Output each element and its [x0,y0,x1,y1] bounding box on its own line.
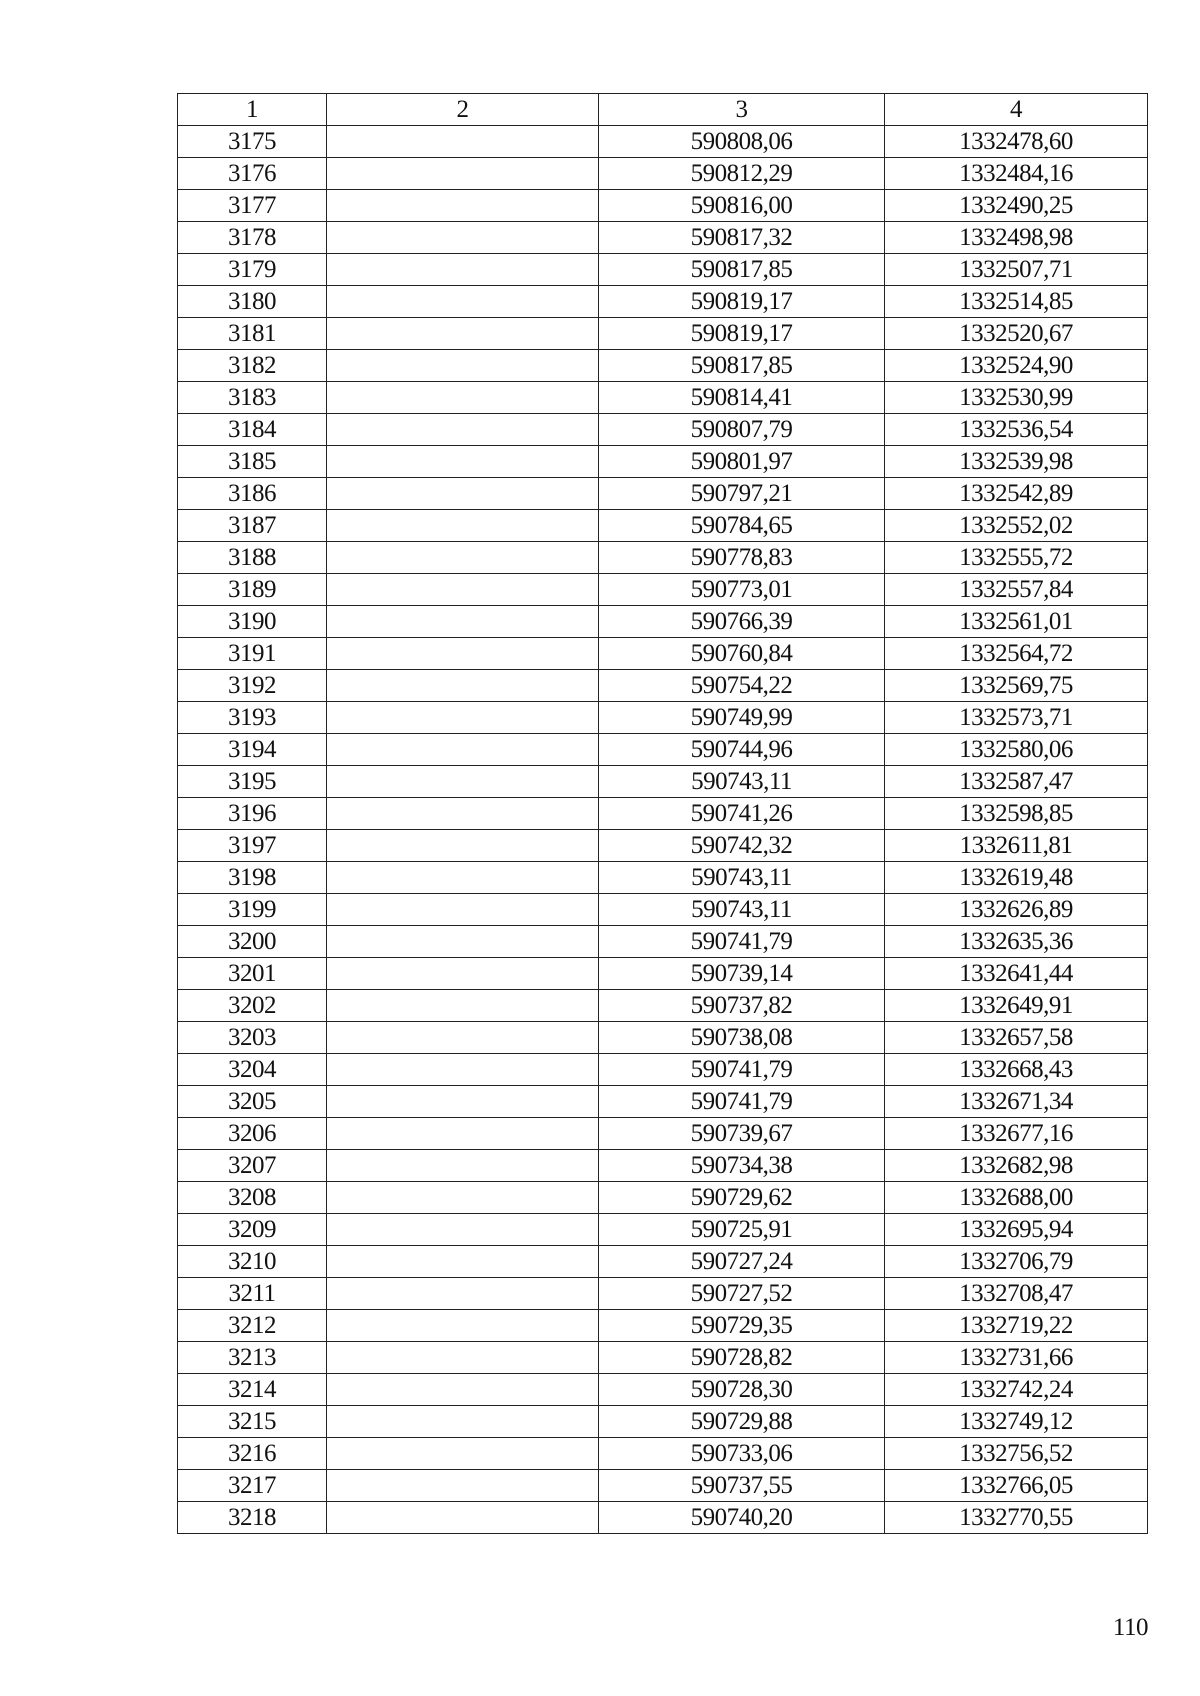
description-cell [327,1214,599,1246]
description-cell [327,1022,599,1054]
description-cell [327,446,599,478]
y-coordinate-cell: 1332598,85 [885,798,1148,830]
x-coordinate-cell: 590744,96 [599,734,885,766]
y-coordinate-cell: 1332611,81 [885,830,1148,862]
description-cell [327,862,599,894]
point-number-cell: 3203 [178,1022,327,1054]
y-coordinate-cell: 1332514,85 [885,286,1148,318]
point-number-cell: 3214 [178,1374,327,1406]
x-coordinate-cell: 590739,14 [599,958,885,990]
description-cell [327,734,599,766]
description-cell [327,254,599,286]
y-coordinate-cell: 1332520,67 [885,318,1148,350]
point-number-cell: 3175 [178,126,327,158]
table-row [178,382,1148,414]
table-row [178,606,1148,638]
description-cell [327,1438,599,1470]
description-cell [327,350,599,382]
x-coordinate-cell: 590797,21 [599,478,885,510]
point-number-cell: 3198 [178,862,327,894]
y-coordinate-cell: 1332484,16 [885,158,1148,190]
y-coordinate-cell: 1332770,55 [885,1502,1148,1534]
y-coordinate-cell: 1332682,98 [885,1150,1148,1182]
point-number-cell: 3182 [178,350,327,382]
table-row [178,798,1148,830]
y-coordinate-cell: 1332524,90 [885,350,1148,382]
x-coordinate-cell: 590817,85 [599,254,885,286]
description-cell [327,1182,599,1214]
x-coordinate-cell: 590819,17 [599,318,885,350]
y-coordinate-cell: 1332555,72 [885,542,1148,574]
table-row [178,926,1148,958]
x-coordinate-cell: 590734,38 [599,1150,885,1182]
x-coordinate-cell: 590801,97 [599,446,885,478]
y-coordinate-cell: 1332668,43 [885,1054,1148,1086]
page-number: 110 [1112,1614,1148,1641]
table-row [178,1342,1148,1374]
description-cell [327,510,599,542]
y-coordinate-cell: 1332530,99 [885,382,1148,414]
point-number-cell: 3211 [178,1278,327,1310]
table-row [178,1054,1148,1086]
x-coordinate-cell: 590729,88 [599,1406,885,1438]
table-row [178,1086,1148,1118]
y-coordinate-cell: 1332706,79 [885,1246,1148,1278]
table-row [178,542,1148,574]
table-row [178,702,1148,734]
description-cell [327,638,599,670]
table-row [178,734,1148,766]
x-coordinate-cell: 590816,00 [599,190,885,222]
table-row [178,126,1148,158]
y-coordinate-cell: 1332507,71 [885,254,1148,286]
x-coordinate-cell: 590741,26 [599,798,885,830]
y-coordinate-cell: 1332749,12 [885,1406,1148,1438]
y-coordinate-cell: 1332580,06 [885,734,1148,766]
table-body [178,126,1148,1534]
point-number-cell: 3217 [178,1470,327,1502]
x-coordinate-cell: 590812,29 [599,158,885,190]
table-row [178,1246,1148,1278]
y-coordinate-cell: 1332478,60 [885,126,1148,158]
x-coordinate-cell: 590749,99 [599,702,885,734]
description-cell [327,958,599,990]
x-coordinate-cell: 590727,24 [599,1246,885,1278]
point-number-cell: 3196 [178,798,327,830]
point-number-cell: 3184 [178,414,327,446]
point-number-cell: 3177 [178,190,327,222]
column-header-4: 4 [885,94,1148,126]
description-cell [327,1118,599,1150]
point-number-cell: 3193 [178,702,327,734]
point-number-cell: 3189 [178,574,327,606]
x-coordinate-cell: 590819,17 [599,286,885,318]
table-row [178,638,1148,670]
table-row [178,1150,1148,1182]
description-cell [327,542,599,574]
y-coordinate-cell: 1332635,36 [885,926,1148,958]
point-number-cell: 3218 [178,1502,327,1534]
table-header-row [178,94,1148,126]
y-coordinate-cell: 1332587,47 [885,766,1148,798]
point-number-cell: 3205 [178,1086,327,1118]
description-cell [327,926,599,958]
table-row [178,766,1148,798]
x-coordinate-cell: 590737,55 [599,1470,885,1502]
y-coordinate-cell: 1332677,16 [885,1118,1148,1150]
x-coordinate-cell: 590817,85 [599,350,885,382]
point-number-cell: 3195 [178,766,327,798]
point-number-cell: 3212 [178,1310,327,1342]
x-coordinate-cell: 590808,06 [599,126,885,158]
table-row [178,286,1148,318]
y-coordinate-cell: 1332708,47 [885,1278,1148,1310]
y-coordinate-cell: 1332561,01 [885,606,1148,638]
y-coordinate-cell: 1332557,84 [885,574,1148,606]
x-coordinate-cell: 590742,32 [599,830,885,862]
x-coordinate-cell: 590743,11 [599,894,885,926]
point-number-cell: 3215 [178,1406,327,1438]
point-number-cell: 3213 [178,1342,327,1374]
description-cell [327,222,599,254]
point-number-cell: 3181 [178,318,327,350]
point-number-cell: 3208 [178,1182,327,1214]
point-number-cell: 3192 [178,670,327,702]
table-row [178,510,1148,542]
y-coordinate-cell: 1332539,98 [885,446,1148,478]
table-row [178,1310,1148,1342]
point-number-cell: 3200 [178,926,327,958]
description-cell [327,318,599,350]
point-number-cell: 3204 [178,1054,327,1086]
table-row [178,1118,1148,1150]
table-row [178,1278,1148,1310]
point-number-cell: 3202 [178,990,327,1022]
description-cell [327,478,599,510]
description-cell [327,382,599,414]
x-coordinate-cell: 590741,79 [599,926,885,958]
description-cell [327,702,599,734]
table-row [178,670,1148,702]
y-coordinate-cell: 1332498,98 [885,222,1148,254]
table-row [178,446,1148,478]
table-row [178,1406,1148,1438]
description-cell [327,894,599,926]
point-number-cell: 3176 [178,158,327,190]
x-coordinate-cell: 590778,83 [599,542,885,574]
table-row [178,1374,1148,1406]
table-row [178,1438,1148,1470]
y-coordinate-cell: 1332536,54 [885,414,1148,446]
description-cell [327,158,599,190]
point-number-cell: 3190 [178,606,327,638]
description-cell [327,1310,599,1342]
description-cell [327,414,599,446]
description-cell [327,830,599,862]
table-row [178,254,1148,286]
point-number-cell: 3180 [178,286,327,318]
table-row [178,862,1148,894]
point-number-cell: 3183 [178,382,327,414]
x-coordinate-cell: 590725,91 [599,1214,885,1246]
table-row [178,478,1148,510]
table-header [178,94,1148,126]
point-number-cell: 3186 [178,478,327,510]
y-coordinate-cell: 1332569,75 [885,670,1148,702]
description-cell [327,1374,599,1406]
y-coordinate-cell: 1332641,44 [885,958,1148,990]
x-coordinate-cell: 590728,30 [599,1374,885,1406]
table-row [178,222,1148,254]
x-coordinate-cell: 590727,52 [599,1278,885,1310]
x-coordinate-cell: 590773,01 [599,574,885,606]
description-cell [327,1278,599,1310]
point-number-cell: 3206 [178,1118,327,1150]
y-coordinate-cell: 1332688,00 [885,1182,1148,1214]
description-cell [327,190,599,222]
x-coordinate-cell: 590741,79 [599,1086,885,1118]
x-coordinate-cell: 590784,65 [599,510,885,542]
table-row [178,574,1148,606]
description-cell [327,1054,599,1086]
y-coordinate-cell: 1332626,89 [885,894,1148,926]
x-coordinate-cell: 590740,20 [599,1502,885,1534]
coordinates-table [177,93,1148,1534]
table-row [178,158,1148,190]
x-coordinate-cell: 590766,39 [599,606,885,638]
y-coordinate-cell: 1332657,58 [885,1022,1148,1054]
point-number-cell: 3199 [178,894,327,926]
table-row [178,1022,1148,1054]
y-coordinate-cell: 1332552,02 [885,510,1148,542]
y-coordinate-cell: 1332719,22 [885,1310,1148,1342]
table-row [178,1182,1148,1214]
point-number-cell: 3216 [178,1438,327,1470]
x-coordinate-cell: 590814,41 [599,382,885,414]
table-row [178,318,1148,350]
x-coordinate-cell: 590817,32 [599,222,885,254]
y-coordinate-cell: 1332756,52 [885,1438,1148,1470]
column-header-2: 2 [327,94,599,126]
point-number-cell: 3179 [178,254,327,286]
table-row [178,350,1148,382]
table-row [178,830,1148,862]
point-number-cell: 3178 [178,222,327,254]
x-coordinate-cell: 590741,79 [599,1054,885,1086]
point-number-cell: 3209 [178,1214,327,1246]
x-coordinate-cell: 590728,82 [599,1342,885,1374]
x-coordinate-cell: 590807,79 [599,414,885,446]
description-cell [327,126,599,158]
column-header-3: 3 [599,94,885,126]
point-number-cell: 3185 [178,446,327,478]
point-number-cell: 3197 [178,830,327,862]
table-row [178,414,1148,446]
description-cell [327,1086,599,1118]
point-number-cell: 3201 [178,958,327,990]
y-coordinate-cell: 1332742,24 [885,1374,1148,1406]
description-cell [327,286,599,318]
x-coordinate-cell: 590754,22 [599,670,885,702]
x-coordinate-cell: 590729,35 [599,1310,885,1342]
description-cell [327,1342,599,1374]
y-coordinate-cell: 1332490,25 [885,190,1148,222]
y-coordinate-cell: 1332573,71 [885,702,1148,734]
y-coordinate-cell: 1332731,66 [885,1342,1148,1374]
description-cell [327,1406,599,1438]
y-coordinate-cell: 1332695,94 [885,1214,1148,1246]
y-coordinate-cell: 1332619,48 [885,862,1148,894]
x-coordinate-cell: 590743,11 [599,766,885,798]
table-row [178,1502,1148,1534]
description-cell [327,670,599,702]
point-number-cell: 3210 [178,1246,327,1278]
description-cell [327,798,599,830]
x-coordinate-cell: 590743,11 [599,862,885,894]
x-coordinate-cell: 590738,08 [599,1022,885,1054]
description-cell [327,1470,599,1502]
x-coordinate-cell: 590739,67 [599,1118,885,1150]
point-number-cell: 3187 [178,510,327,542]
description-cell [327,606,599,638]
y-coordinate-cell: 1332542,89 [885,478,1148,510]
table-row [178,1214,1148,1246]
column-header-1: 1 [178,94,327,126]
x-coordinate-cell: 590760,84 [599,638,885,670]
table-row [178,1470,1148,1502]
description-cell [327,990,599,1022]
y-coordinate-cell: 1332649,91 [885,990,1148,1022]
table-row [178,190,1148,222]
table-row [178,894,1148,926]
description-cell [327,1150,599,1182]
y-coordinate-cell: 1332564,72 [885,638,1148,670]
point-number-cell: 3194 [178,734,327,766]
description-cell [327,1502,599,1534]
point-number-cell: 3191 [178,638,327,670]
point-number-cell: 3188 [178,542,327,574]
y-coordinate-cell: 1332766,05 [885,1470,1148,1502]
x-coordinate-cell: 590737,82 [599,990,885,1022]
y-coordinate-cell: 1332671,34 [885,1086,1148,1118]
point-number-cell: 3207 [178,1150,327,1182]
table-row [178,958,1148,990]
table-row [178,990,1148,1022]
x-coordinate-cell: 590733,06 [599,1438,885,1470]
x-coordinate-cell: 590729,62 [599,1182,885,1214]
description-cell [327,574,599,606]
description-cell [327,1246,599,1278]
description-cell [327,766,599,798]
